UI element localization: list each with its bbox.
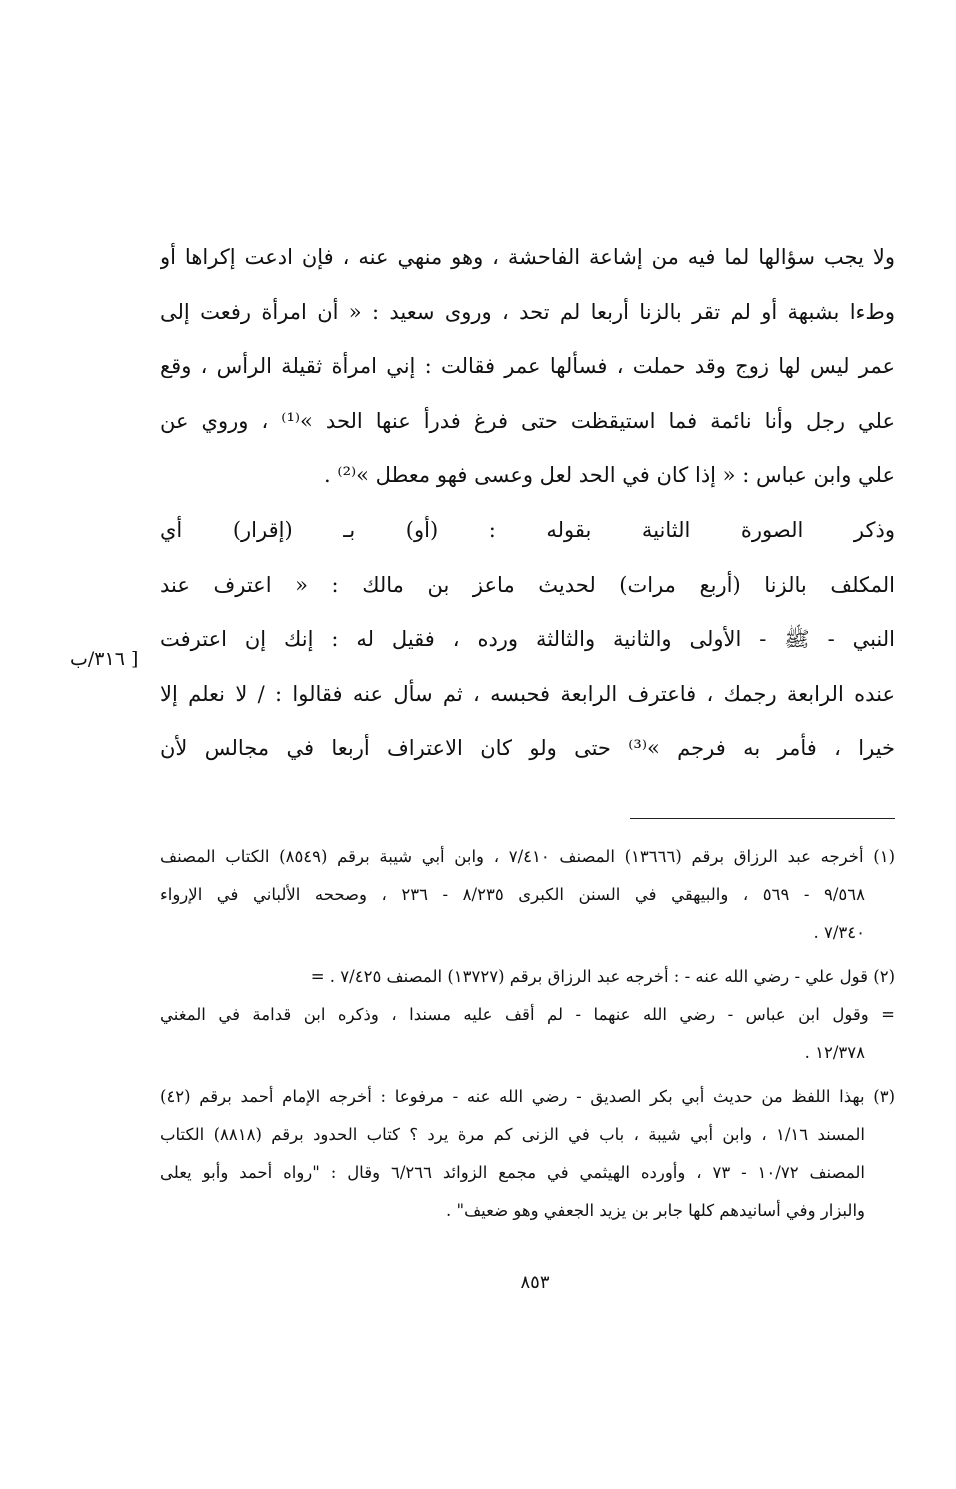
text-line: النبي - ﷺ - الأولى والثانية والثالثة ورده ، فقيل له : إنك إن اعترفت bbox=[160, 627, 895, 652]
text-line: علي رجل وأنا نائمة فما استيقظت حتى فرغ فدرأ عنها الحد »⁽¹⁾ ، وروي عن bbox=[160, 408, 895, 433]
footnote-line: = وقول ابن عباس - رضي الله عنهما - لم أقف عليه مسندا ، وذكره ابن قدامة في المغني bbox=[160, 1005, 895, 1024]
text-line: علي وابن عباس : « إذا كان في الحد لعل وعسى فهو معطل »⁽²⁾ . bbox=[324, 463, 895, 488]
footnote-line: ٩/٥٦٨ - ٥٦٩ ، والبيهقي في السنن الكبرى ٨/٢٣٥ - ٢٣٦ ، وصححه الألباني في الإرواء bbox=[160, 885, 865, 904]
footnote-2 bbox=[160, 958, 895, 1072]
footnote-line: ٧/٣٤٠ . bbox=[813, 923, 865, 942]
footnote-line: (٣) بهذا اللفظ من حديث أبي بكر الصديق - رضي الله عنه - مرفوعا : أخرجه الإمام أحمد برقم (٤٢) bbox=[160, 1087, 895, 1106]
manuscript-folio-marker: [ ٣١٦/ب bbox=[70, 648, 139, 670]
footnote-line: المسند ١/١٦ ، وابن أبي شيبة ، باب في الزنى كم مرة يرد ؟ كتاب الحدود برقم (٨٨١٨) الكتاب bbox=[160, 1125, 865, 1144]
footnotes bbox=[160, 838, 895, 1230]
text-line: عنده الرابعة رجمك ، فاعترف الرابعة فحبسه ، ثم سأل عنه فقالوا : / لا نعلم إلا bbox=[160, 681, 895, 706]
text-line: وذكر الصورة الثانية بقوله : (أو) بـ (إقرار) أي bbox=[160, 517, 895, 542]
footnote-3 bbox=[160, 1078, 895, 1230]
footnote-line: المصنف ١٠/٧٢ - ٧٣ ، وأورده الهيثمي في مجمع الزوائد ٦/٢٦٦ وقال : "رواه أحمد وأبو يعلى bbox=[160, 1163, 865, 1182]
footnote-1 bbox=[160, 838, 895, 952]
text-line: المكلف بالزنا (أربع مرات) لحديث ماعز بن مالك : « اعترف عند bbox=[160, 572, 895, 597]
footnote-line: (٢) قول علي - رضي الله عنه - : أخرجه عبد الرزاق برقم (١٣٧٢٧) المصنف ٧/٤٢٥ . = bbox=[310, 967, 895, 986]
footnote-line: والبزار وفي أسانيدهم كلها جابر بن يزيد الجعفي وهو ضعيف" . bbox=[446, 1201, 865, 1220]
text-line: وطءا بشبهة أو لم تقر بالزنا أربعا لم تحد ، وروى سعيد : « أن امرأة رفعت إلى bbox=[160, 299, 895, 324]
footnote-separator bbox=[630, 818, 895, 819]
text-line: ولا يجب سؤالها لما فيه من إشاعة الفاحشة ، وهو منهي عنه ، فإن ادعت إكراها أو bbox=[160, 245, 895, 269]
text-line: خيرا ، فأمر به فرجم »⁽³⁾ حتى ولو كان الاعتراف أربعا في مجالس لأن bbox=[160, 736, 895, 761]
main-text bbox=[160, 230, 895, 776]
footnote-line: (١) أخرجه عبد الرزاق برقم (١٣٦٦٦) المصنف ٧/٤١٠ ، وابن أبي شيبة برقم (٨٥٤٩) الكتاب المصنف bbox=[160, 847, 895, 866]
text-line: عمر ليس لها زوج وقد حملت ، فسألها عمر فقالت : إني امرأة ثقيلة الرأس ، وقع bbox=[160, 354, 895, 379]
footnote-line: ١٢/٣٧٨ . bbox=[804, 1043, 865, 1062]
page-number: ٨٥٣ bbox=[520, 1272, 550, 1293]
